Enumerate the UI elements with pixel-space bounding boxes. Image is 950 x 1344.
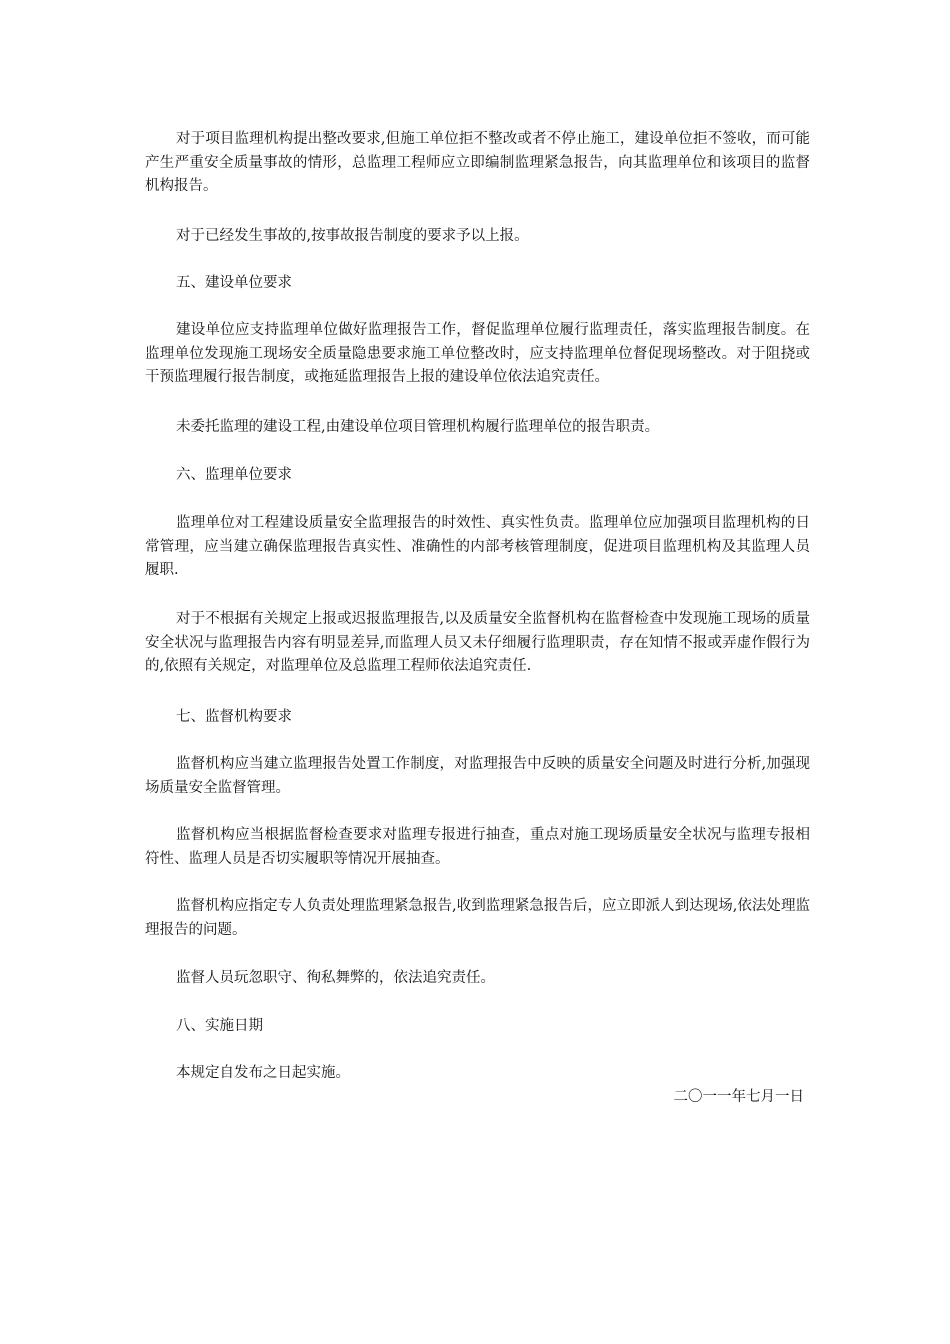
document-date: 二〇一一年七月一日 — [673, 1089, 804, 1105]
paragraph-construction-unit: 建设单位应支持监理单位做好监理报告工作，督促监理单位履行监理责任，落实监理报告制度。在监理单位发现施工现场安全质量隐患要求施工单位整改时，应支持监理单位督促现场整改。对于阻挠或干预监理履行报告制度，或拖延监理报告上报的建设单位依法追究责任。 — [145, 322, 810, 385]
paragraph-supervision-liability: 对于不根据有关规定上报或迟报监理报告,以及质量安全监督机构在监督检查中发现施工现场的质量安全状况与监理报告内容有明显差异,而监理人员又未仔细履行监理职责，存在知情不报或弄虚作假行为的,依照有关规定，对监理单位及总监理工程师依法追究责任. — [145, 611, 810, 674]
section-heading-7: 七、监督机构要求 — [176, 709, 292, 725]
paragraph-oversight-misconduct: 监督人员玩忽职守、徇私舞弊的，依法追究责任。 — [176, 970, 495, 986]
paragraph-oversight-system: 监督机构应当建立监理报告处置工作制度，对监理报告中反映的质量安全问题及时进行分析,加强现场质量安全监督管理。 — [145, 756, 810, 796]
paragraph-effective-date: 本规定自发布之日起实施。 — [176, 1065, 350, 1081]
paragraph-rectification-refusal: 对于项目监理机构提出整改要求,但施工单位拒不整改或者不停止施工，建设单位拒不签收，而可能产生严重安全质量事故的情形，总监理工程师应立即编制监理紧急报告，向其监理单位和该项目的监督机构报告。 — [145, 131, 810, 194]
paragraph-oversight-emergency: 监督机构应指定专人负责处理监理紧急报告,收到监理紧急报告后，应立即派人到达现场,依法处理监理报告的问题。 — [145, 898, 810, 938]
paragraph-supervision-unit: 监理单位对工程建设质量安全监理报告的时效性、真实性负责。监理单位应加强项目监理机构的日常管理，应当建立确保监理报告真实性、准确性的内部考核管理制度，促进项目监理机构及其监理人员履职. — [145, 515, 810, 578]
section-heading-6: 六、监理单位要求 — [176, 467, 292, 483]
paragraph-oversight-spot-check: 监督机构应当根据监督检查要求对监理专报进行抽查，重点对施工现场质量安全状况与监理专报相符性、监理人员是否切实履职等情况开展抽查。 — [145, 827, 810, 867]
paragraph-no-supervision: 未委托监理的建设工程,由建设单位项目管理机构履行监理单位的报告职责。 — [176, 419, 660, 435]
section-heading-5: 五、建设单位要求 — [176, 275, 292, 291]
paragraph-accident-reporting: 对于已经发生事故的,按事故报告制度的要求予以上报。 — [176, 228, 529, 244]
section-heading-8: 八、实施日期 — [176, 1018, 263, 1034]
